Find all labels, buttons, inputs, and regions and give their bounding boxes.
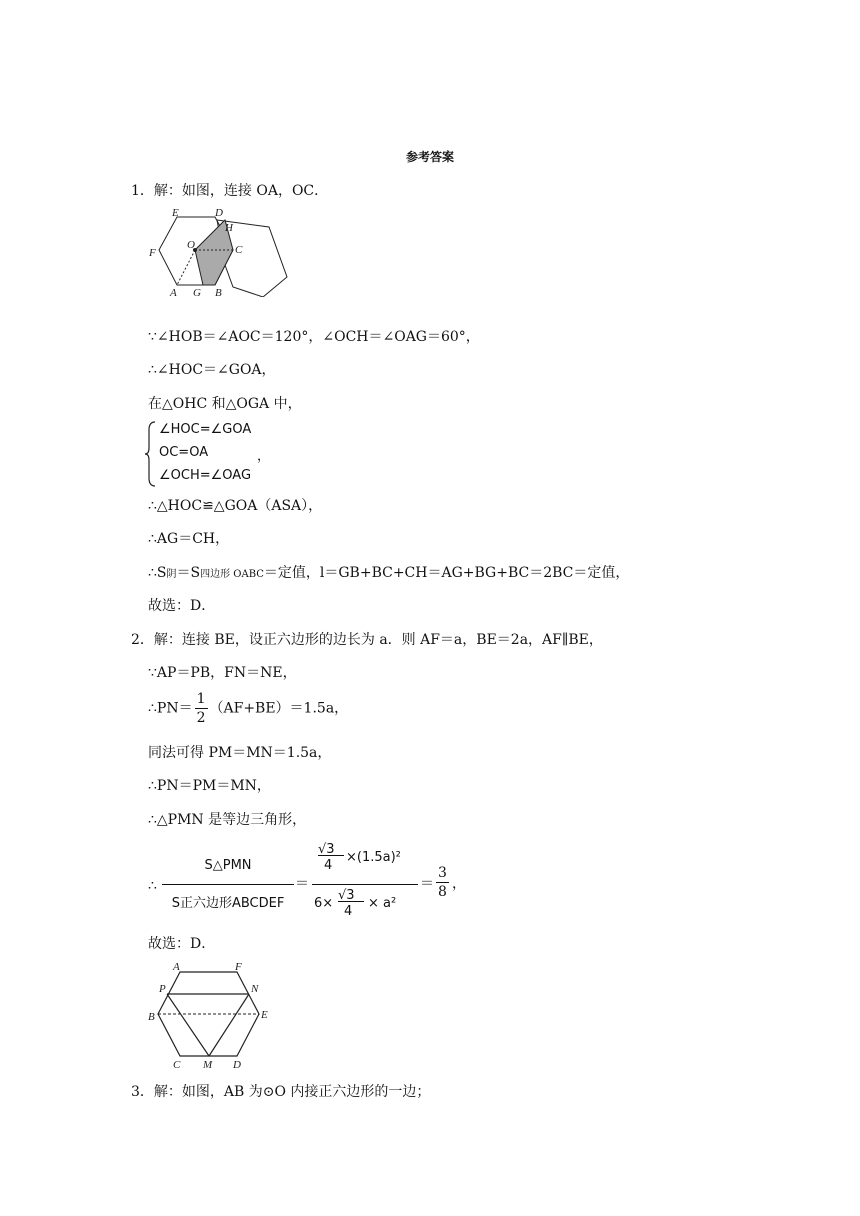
q2-ratio-num: S△PMN bbox=[204, 858, 252, 873]
q1-figure bbox=[145, 205, 295, 297]
fig2-label-F: F bbox=[235, 961, 242, 973]
q2-rhs-num-sqrt: √3 bbox=[318, 842, 335, 857]
q1-line6-c: ＝定值，l＝GB+BC+CH＝AG+BG+BC＝2BC＝定值， bbox=[263, 565, 630, 581]
q2-tail: ， bbox=[452, 876, 466, 892]
q1-sys-1: ∠HOC=∠GOA bbox=[159, 422, 252, 437]
q2-rhs-num-rest: ×(1.5a)² bbox=[346, 850, 401, 865]
q1-line5: ∴AG＝CH， bbox=[148, 531, 230, 547]
q2-rhs-den bbox=[314, 886, 434, 928]
q2-fraction bbox=[195, 690, 208, 727]
q1-line6-sub2: 四边形 OABC bbox=[200, 569, 264, 580]
fig2-label-E: E bbox=[261, 1009, 268, 1021]
fig2-label-P: P bbox=[159, 983, 166, 995]
fig1-label-D: D bbox=[215, 207, 223, 219]
fig1-label-F: F bbox=[149, 247, 156, 259]
q2-rhs-num-den: 4 bbox=[324, 858, 333, 873]
fig2-label-M: M bbox=[203, 1059, 213, 1070]
q1-line6-sub1: 阴 bbox=[166, 569, 177, 580]
fig2-label-N: N bbox=[251, 983, 259, 995]
q2-header: 2．解：连接 BE，设正六边形的边长为 a．则 AF＝a，BE＝2a，AF∥BE， bbox=[131, 632, 603, 648]
fig2-label-D: D bbox=[233, 1059, 241, 1070]
fig1-label-B: B bbox=[215, 287, 222, 297]
q2-result-num: 3 bbox=[438, 865, 447, 881]
q1-line4: ∴△HOC≌△GOA（ASA）， bbox=[148, 498, 323, 514]
fig1-label-E: E bbox=[172, 207, 179, 219]
q1-line3: 在△OHC 和△OGA 中， bbox=[148, 396, 302, 412]
q1-sys-comma: ， bbox=[257, 449, 271, 464]
q1-line2: ∴∠HOC＝∠GOA， bbox=[148, 362, 276, 378]
fig1-label-H: H bbox=[225, 222, 233, 234]
q2-eq1: ＝ bbox=[295, 876, 309, 892]
fig1-label-O: O bbox=[187, 239, 195, 251]
fig2-label-B: B bbox=[148, 1011, 155, 1023]
q2-line2-a: ∴PN＝ bbox=[148, 700, 193, 717]
q2-rhs-num-bar bbox=[318, 855, 344, 856]
q2-figure bbox=[145, 958, 275, 1070]
q2-result-den: 8 bbox=[438, 884, 447, 900]
q2-rhs-den-sqrt: √3 bbox=[338, 888, 355, 903]
q1-header: 1．解：如图，连接 OA，OC． bbox=[131, 183, 329, 199]
q2-line2-b: （AF+BE）＝1.5a， bbox=[209, 700, 349, 717]
q2-rhs-den-4: 4 bbox=[344, 904, 353, 919]
q2-line5: ∴△PMN 是等边三角形， bbox=[148, 812, 307, 828]
q2-line1: ∵AP＝PB，FN＝NE， bbox=[148, 665, 297, 681]
q3-header: 3．解：如图，AB 为⊙O 内接正六边形的一边； bbox=[131, 1084, 431, 1100]
q2-ratio-den: S正六边形ABCDEF bbox=[171, 896, 285, 911]
q1-line6 bbox=[148, 563, 629, 585]
q2-rhs-bar bbox=[312, 884, 418, 885]
q1-sys-3: ∠OCH=∠OAG bbox=[159, 468, 252, 483]
q2-rhs-den-inner-bar bbox=[338, 901, 364, 902]
q2-line6: 故选：D． bbox=[148, 936, 216, 952]
q1-line6-b: ＝S bbox=[176, 565, 201, 581]
q1-line6-a: ∴S bbox=[148, 565, 167, 581]
fig1-label-C: C bbox=[235, 244, 243, 256]
fig1-label-G: G bbox=[193, 287, 201, 297]
q1-line7: 故选：D． bbox=[148, 598, 216, 614]
q2-line2 bbox=[148, 690, 348, 734]
q2-frac-den: 2 bbox=[196, 710, 206, 726]
q1-line1: ∵∠HOB＝∠AOC＝120°，∠OCH＝∠OAG＝60°， bbox=[148, 329, 480, 345]
page-title: 参考答案 bbox=[405, 150, 454, 164]
q2-therefore: ∴ bbox=[148, 878, 157, 894]
fig2-label-C: C bbox=[173, 1059, 181, 1070]
q2-line4: ∴PN＝PM＝MN， bbox=[148, 778, 271, 794]
q2-ratio-bar bbox=[162, 884, 294, 885]
q2-rhs-den-6: 6× bbox=[314, 896, 334, 911]
q2-rhs-den-rest: × a² bbox=[368, 896, 397, 911]
q2-result bbox=[436, 864, 449, 901]
fig1-label-A: A bbox=[170, 287, 177, 297]
q2-line3: 同法可得 PM＝MN＝1.5a， bbox=[148, 745, 332, 761]
brace-icon bbox=[145, 420, 157, 488]
q2-eq2: ＝ bbox=[420, 876, 434, 892]
q2-frac-num: 1 bbox=[196, 691, 206, 707]
fig2-label-A: A bbox=[173, 961, 180, 973]
q2-ratio-equation bbox=[148, 840, 468, 928]
q1-sys-2: OC=OA bbox=[159, 445, 209, 460]
